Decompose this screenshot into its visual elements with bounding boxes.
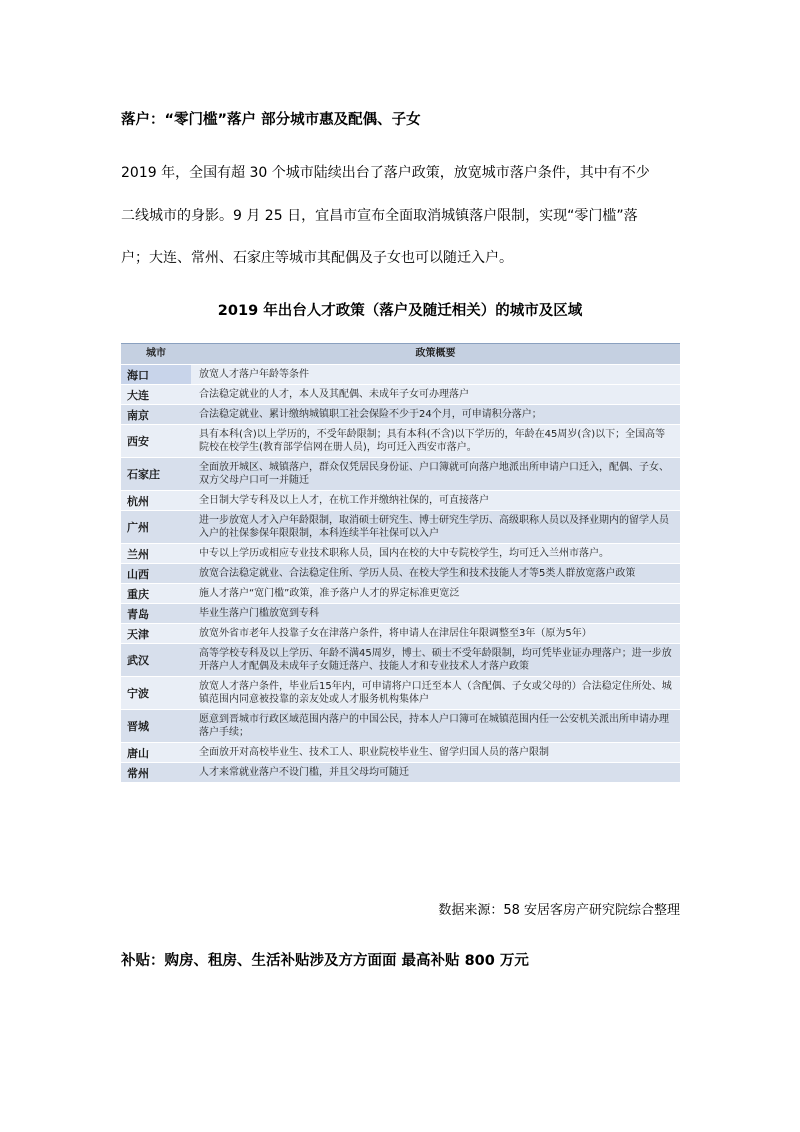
row-city: 大连 (121, 385, 191, 404)
row-policy: 放宽合法稳定就业、合法稳定住所、学历人员、在校大学生和技术技能人才等5类人群放宽落户政策 (191, 564, 680, 583)
table-row (121, 510, 680, 543)
row-city: 西安 (121, 425, 191, 457)
row-policy: 合法稳定就业、累计缴纳城镇职工社会保险不少于24个月，可申请积分落户； (191, 405, 680, 424)
table-row (121, 384, 680, 404)
row-city: 天津 (121, 624, 191, 643)
table-row (121, 623, 680, 643)
section-heading-settlement: 落户：“零门槛”落户 部分城市惠及配偶、子女 (121, 112, 421, 128)
row-city: 杭州 (121, 491, 191, 510)
header-policy: 政策概要 (415, 348, 456, 359)
table-title: 2019 年出台人才政策（落户及随迁相关）的城市及区域 (217, 303, 583, 319)
row-policy: 高等学校专科及以上学历、年龄不满45周岁，博士、硕士不受年龄限制，均可凭毕业证办理落户；进一步放开落户人才配偶及未成年子女随迁落户、技能人才和专业技术人才落户政策 (191, 644, 680, 676)
table-row (121, 364, 680, 384)
data-source: 数据来源：58 安居客房产研究院综合整理 (438, 903, 680, 918)
row-policy: 施人才落户“宽门槛”政策，准予落户人才的界定标准更宽泛 (191, 584, 680, 603)
table-header-row (121, 344, 680, 364)
row-city: 石家庄 (121, 458, 191, 490)
paragraph-line-2: 二线城市的身影。9 月 25 日，宜昌市宣布全面取消城镇落户限制，实现“零门槛”落 (121, 208, 638, 224)
row-policy: 放宽外省市老年人投靠子女在津落户条件，将申请人在津居住年限调整至3年（原为5年） (191, 624, 680, 643)
header-city: 城市 (146, 348, 166, 359)
table-row (121, 404, 680, 424)
row-city: 重庆 (121, 584, 191, 603)
row-city: 山西 (121, 564, 191, 583)
row-city: 宁波 (121, 677, 191, 709)
row-city: 青岛 (121, 604, 191, 623)
table-body (121, 364, 680, 782)
row-policy: 中专以上学历或相应专业技术职称人员，国内在校的大中专院校学生，均可迁入兰州市落户。 (191, 544, 680, 563)
row-policy: 毕业生落户门槛放宽到专科 (191, 604, 680, 623)
row-city: 武汉 (121, 644, 191, 676)
row-city: 兰州 (121, 544, 191, 563)
table-row (121, 543, 680, 563)
table-row (121, 643, 680, 676)
row-policy: 具有本科(含)以上学历的，不受年龄限制；具有本科(不含)以下学历的，年龄在45周岁(含)以下；全国高等院校在校学生(教育部学信网在册人员)，均可迁入西安市落户。 (191, 425, 680, 457)
row-city: 唐山 (121, 743, 191, 762)
table-row (121, 709, 680, 742)
section-heading-subsidy: 补贴：购房、租房、生活补贴涉及方方面面 最高补贴 800 万元 (121, 953, 529, 969)
table-row (121, 676, 680, 709)
table-row (121, 762, 680, 782)
row-policy: 愿意到晋城市行政区域范围内落户的中国公民，持本人户口簿可在城镇范围内任一公安机关派出所申请办理落户手续； (191, 710, 680, 742)
row-policy: 放宽人才落户年龄等条件 (191, 365, 680, 384)
row-policy: 全面放开对高校毕业生、技术工人、职业院校毕业生、留学归国人员的落户限制 (191, 743, 680, 762)
paragraph-line-1: 2019 年，全国有超 30 个城市陆续出台了落户政策，放宽城市落户条件，其中有不少 (121, 165, 650, 181)
paragraph-line-3: 户；大连、常州、石家庄等城市其配偶及子女也可以随迁入户。 (121, 250, 513, 266)
row-city: 常州 (121, 763, 191, 782)
row-city: 海口 (121, 365, 191, 384)
row-policy: 进一步放宽人才入户年龄限制，取消硕士研究生、博士研究生学历、高级职称人员以及择业期内的留学人员入户的社保参保年限限制，本科连续半年社保可以入户 (191, 511, 680, 543)
table-row (121, 563, 680, 583)
table-row (121, 424, 680, 457)
row-policy: 全日制大学专科及以上人才，在杭工作并缴纳社保的，可直接落户 (191, 491, 680, 510)
table-row (121, 742, 680, 762)
row-policy: 放宽人才落户条件，毕业后15年内，可申请将户口迁至本人（含配偶、子女或父母的）合法稳定住所处、城镇范围内同意被投靠的亲友处或人才服务机构集体户 (191, 677, 680, 709)
row-policy: 人才来常就业落户不设门槛，并且父母均可随迁 (191, 763, 680, 782)
table-row (121, 457, 680, 490)
row-policy: 合法稳定就业的人才，本人及其配偶、未成年子女可办理落户 (191, 385, 680, 404)
row-policy: 全面放开城区、城镇落户，群众仅凭居民身份证、户口簿就可向落户地派出所申请户口迁入，配偶、子女、双方父母户口可一并随迁 (191, 458, 680, 490)
table-row (121, 583, 680, 603)
table-row (121, 603, 680, 623)
policy-table (121, 343, 680, 782)
row-city: 晋城 (121, 710, 191, 742)
table-row (121, 490, 680, 510)
row-city: 南京 (121, 405, 191, 424)
row-city: 广州 (121, 511, 191, 543)
